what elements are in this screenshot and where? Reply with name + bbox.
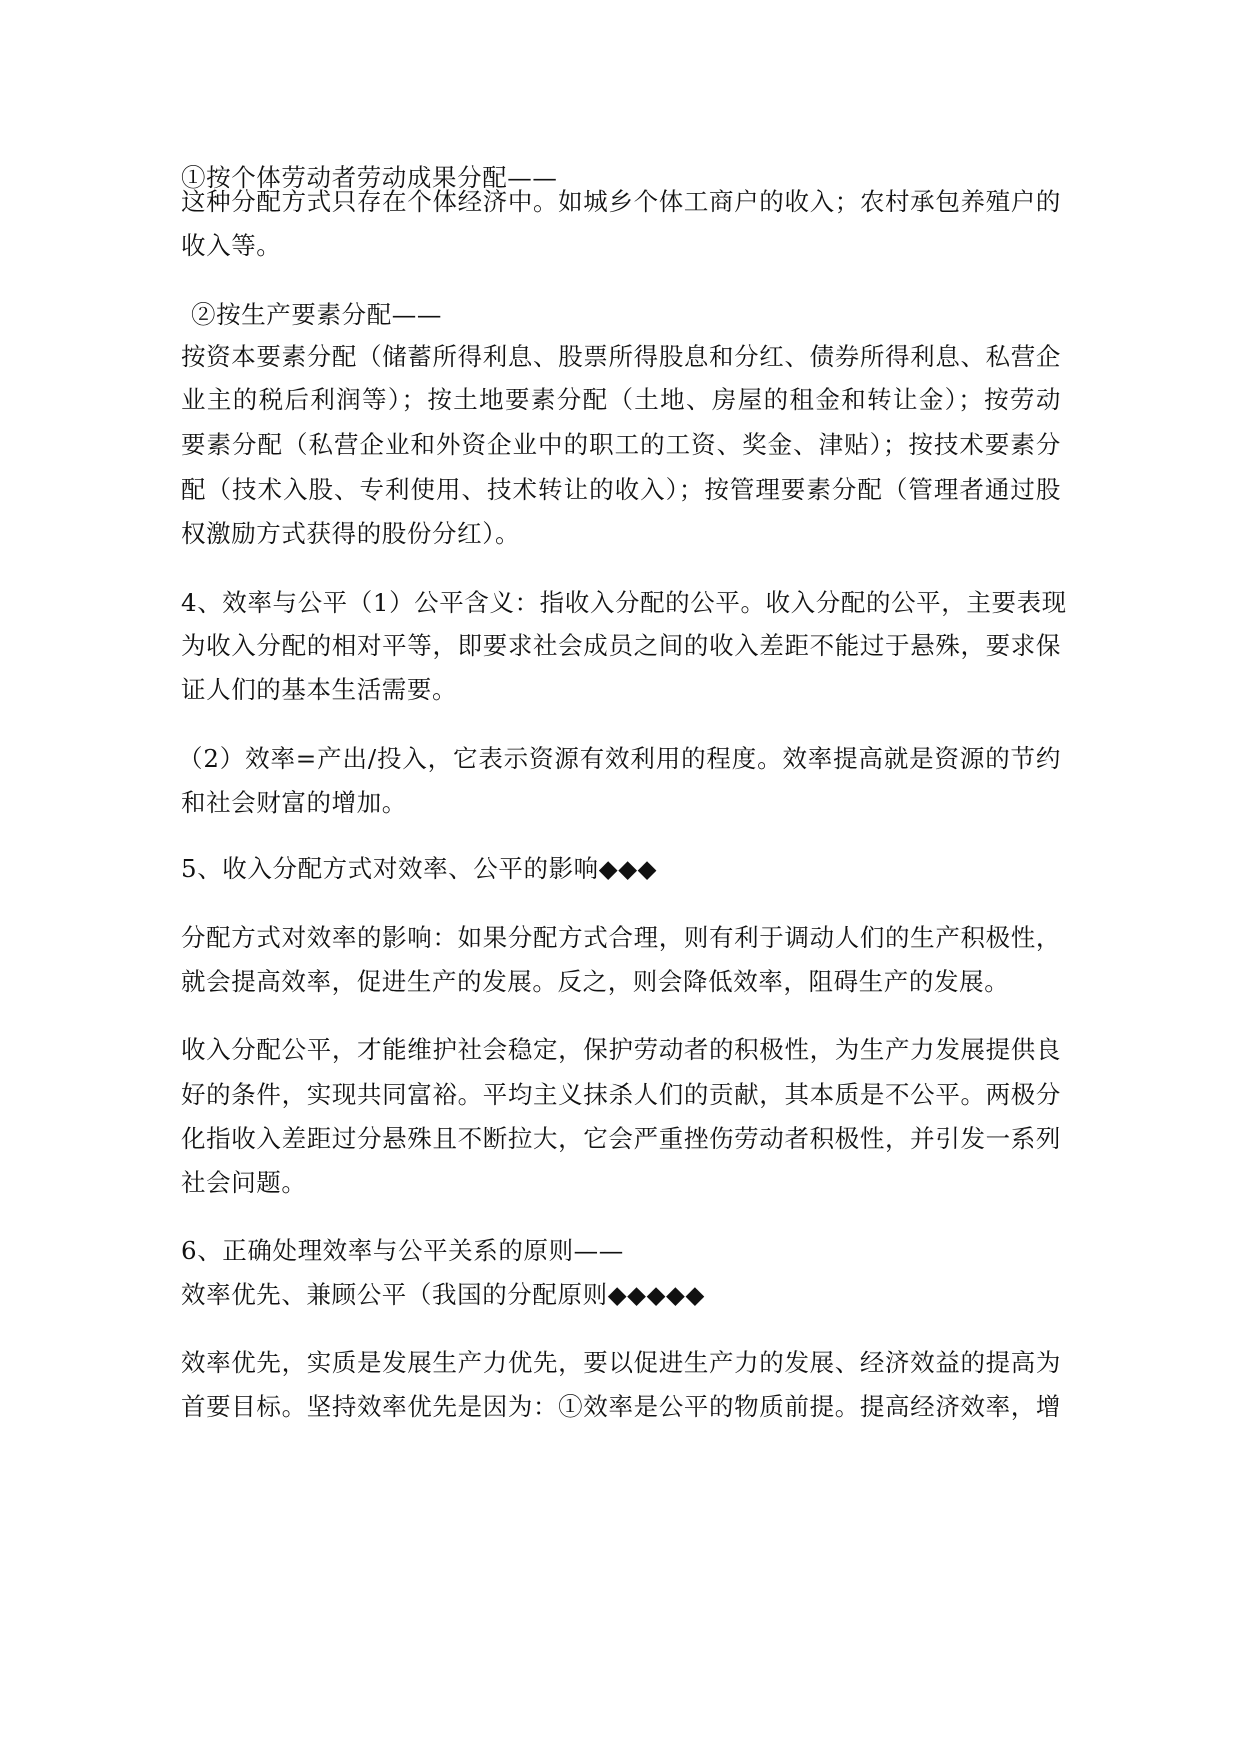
text-line: 分配方式对效率的影响：如果分配方式合理，则有利于调动人们的生产积极性，: [181, 923, 1061, 952]
text-line: 收入等。: [181, 231, 282, 260]
text-line: 就会提高效率，促进生产的发展。反之，则会降低效率，阻碍生产的发展。: [181, 967, 1010, 996]
text-line: 业主的税后利润等）；按土地要素分配（土地、房屋的租金和转让金）；按劳动: [181, 385, 1061, 414]
text-line: 首要目标。坚持效率优先是因为：①效率是公平的物质前提。提高经济效率，增: [181, 1392, 1061, 1421]
text-line: 证人们的基本生活需要。: [181, 675, 458, 704]
text-line: ②按生产要素分配——: [191, 300, 442, 329]
text-line: 这种分配方式只存在个体经济中。如城乡个体工商户的收入；农村承包养殖户的: [181, 187, 1061, 216]
text-line: 5、收入分配方式对效率、公平的影响◆◆◆: [181, 854, 658, 883]
text-line: ①按个体劳动者劳动成果分配——: [181, 163, 558, 192]
text-line: 4、效率与公平（1）公平含义：指收入分配的公平。收入分配的公平，主要表现: [181, 588, 1067, 617]
text-line: 效率优先，实质是发展生产力优先，要以促进生产力的发展、经济效益的提高为: [181, 1348, 1061, 1377]
text-line: 好的条件，实现共同富裕。平均主义抹杀人们的贡献，其本质是不公平。两极分: [181, 1080, 1061, 1109]
text-line: 6、正确处理效率与公平关系的原则——: [181, 1236, 624, 1265]
text-line: 按资本要素分配（储蓄所得利息、股票所得股息和分红、债券所得利息、私营企: [181, 342, 1061, 371]
text-line: 和社会财富的增加。: [181, 788, 407, 817]
text-line: 要素分配（私营企业和外资企业中的职工的工资、奖金、津贴）；按技术要素分: [181, 430, 1061, 459]
text-line: 配（技术入股、专利使用、技术转让的收入）；按管理要素分配（管理者通过股: [181, 475, 1061, 504]
text-line: 社会问题。: [181, 1168, 307, 1197]
text-line: 权激励方式获得的股份分红）。: [181, 519, 521, 548]
text-line: 收入分配公平，才能维护社会稳定，保护劳动者的积极性，为生产力发展提供良: [181, 1035, 1061, 1064]
text-line: 效率优先、兼顾公平（我国的分配原则◆◆◆◆◆: [181, 1280, 705, 1309]
text-line: 化指收入差距过分悬殊且不断拉大，它会严重挫伤劳动者积极性，并引发一系列: [181, 1124, 1061, 1153]
text-line: （2）效率=产出/投入，它表示资源有效利用的程度。效率提高就是资源的节约: [178, 744, 1061, 773]
text-line: 为收入分配的相对平等，即要求社会成员之间的收入差距不能过于悬殊，要求保: [181, 631, 1061, 660]
